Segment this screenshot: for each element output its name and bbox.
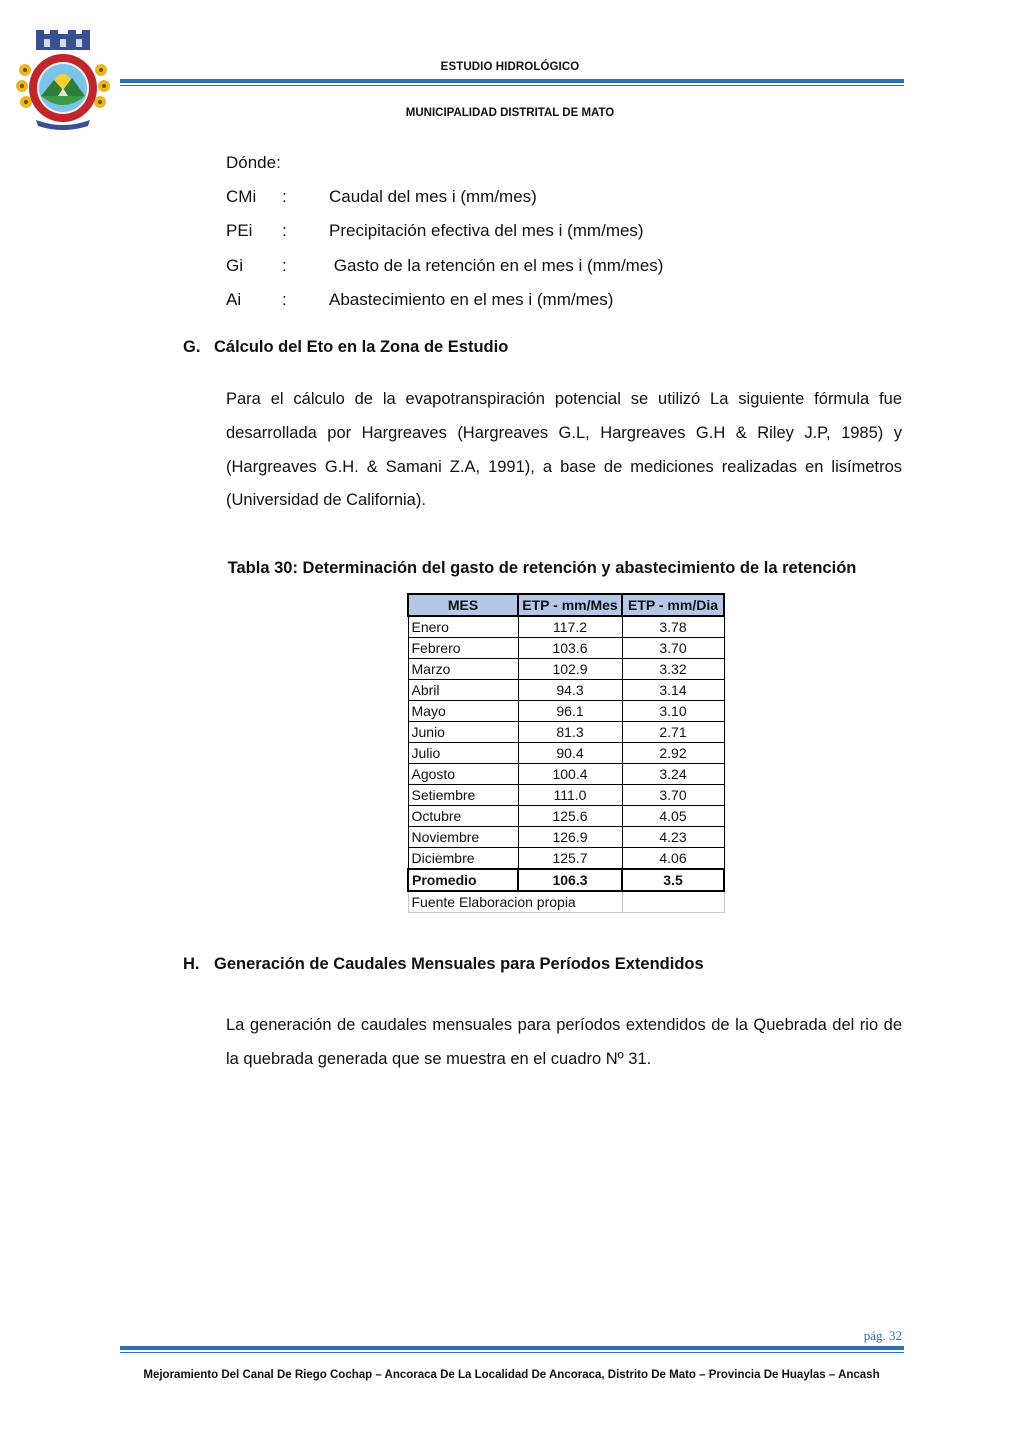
header-rule-thin: [120, 85, 904, 86]
table-row: [408, 701, 724, 722]
footer-rule: [120, 1346, 904, 1350]
table-cell-mes: Julio: [408, 743, 518, 764]
section-h-letter: H.: [183, 955, 200, 973]
definition-row: [226, 249, 664, 283]
definition-row: [226, 180, 537, 214]
table-row: [408, 806, 724, 827]
municipal-coat-of-arms-icon: [14, 30, 112, 130]
table-average-etp-dia: 3.5: [622, 869, 724, 891]
table-cell-mes: Octubre: [408, 806, 518, 827]
table-header-etp-mes: ETP - mm/Mes: [518, 594, 622, 616]
section-g-letter: G.: [183, 338, 201, 356]
definition-description: Caudal del mes i (mm/mes): [329, 187, 537, 207]
table-cell-etp-mes: 103.6: [518, 638, 622, 659]
table-cell-etp-dia: 3.32: [622, 659, 724, 680]
table-source: Fuente Elaboracion propia: [408, 891, 622, 913]
definition-colon: :: [282, 289, 287, 309]
definition-symbol: PEi: [226, 221, 253, 241]
footer-rule-thin: [120, 1352, 904, 1353]
table-row: [408, 785, 724, 806]
definition-row: [226, 283, 614, 317]
section-h-paragraph: La generación de caudales mensuales para períodos extendidos de la Quebrada del rio de la quebrada generada que se muestra en el cuadro Nº 31.: [226, 1016, 902, 1068]
table-row: [408, 680, 724, 701]
table-cell-mes: Marzo: [408, 659, 518, 680]
table-cell-etp-dia: 3.14: [622, 680, 724, 701]
table-cell-etp-mes: 81.3: [518, 722, 622, 743]
section-g-heading: [183, 338, 508, 357]
table-cell-etp-mes: 100.4: [518, 764, 622, 785]
section-g-paragraph: Para el cálculo de la evapotranspiración potencial se utilizó La siguiente fórmula fue desarrollada por Hargreaves (Hargreaves G.L, Hargreaves G.H & Riley J.P, 1985) y (Hargreaves G.H. & Samani Z.A, 1991), a base de mediciones realizadas en lisímetros (Universidad de California).: [226, 390, 902, 510]
table-cell-etp-dia: 3.70: [622, 638, 724, 659]
page-number: pág. 32: [863, 1328, 902, 1343]
table-cell-mes: Noviembre: [408, 827, 518, 848]
header-rule: [120, 79, 904, 83]
table-cell-mes: Diciembre: [408, 848, 518, 870]
table-row: [408, 638, 724, 659]
table-row: [408, 743, 724, 764]
table-cell-etp-mes: 125.6: [518, 806, 622, 827]
table-cell-mes: Enero: [408, 616, 518, 638]
table-average-row: [408, 869, 724, 891]
table-cell-mes: Junio: [408, 722, 518, 743]
table-cell-etp-dia: 4.06: [622, 848, 724, 870]
definition-description: Gasto de la retención en el mes i (mm/mes): [329, 255, 664, 275]
definition-symbol: Gi: [226, 255, 243, 275]
table-cell-etp-mes: 94.3: [518, 680, 622, 701]
table-cell-etp-dia: 3.10: [622, 701, 724, 722]
definition-description: Abastecimiento en el mes i (mm/mes): [329, 289, 614, 309]
section-g-title: Cálculo del Eto en la Zona de Estudio: [214, 338, 509, 356]
table-row: [408, 616, 724, 638]
table-source-empty-cell: [622, 891, 724, 913]
definition-symbol: CMi: [226, 187, 257, 207]
table-cell-etp-mes: 111.0: [518, 785, 622, 806]
table-cell-etp-dia: 2.71: [622, 722, 724, 743]
table-cell-mes: Febrero: [408, 638, 518, 659]
table-cell-mes: Agosto: [408, 764, 518, 785]
table-row: [408, 827, 724, 848]
table-cell-etp-mes: 125.7: [518, 848, 622, 870]
table-header-mes: MES: [408, 594, 518, 616]
table-cell-etp-mes: 117.2: [518, 616, 622, 638]
section-h-title: Generación de Caudales Mensuales para Períodos Extendidos: [214, 955, 704, 973]
footer-project-title: Mejoramiento Del Canal De Riego Cochap – Ancoraca De La Localidad De Ancoraca, Distrito De Mato – Provincia De Huaylas – Ancash: [143, 1369, 880, 1381]
header-title: ESTUDIO HIDROLÓGICO: [440, 61, 580, 73]
definitions-intro-text: Dónde:: [226, 153, 281, 172]
definitions-block: [226, 146, 664, 317]
table-cell-etp-dia: 4.05: [622, 806, 724, 827]
table-average-label: Promedio: [408, 869, 518, 891]
table-cell-etp-mes: 90.4: [518, 743, 622, 764]
definition-row: [226, 214, 644, 248]
table-source-row: [408, 891, 724, 913]
definitions-intro: [226, 146, 281, 180]
definition-colon: :: [282, 187, 287, 207]
definition-symbol: Ai: [226, 289, 242, 309]
table-average-etp-mes: 106.3: [518, 869, 622, 891]
section-h-heading: [183, 955, 704, 974]
table-cell-etp-mes: 102.9: [518, 659, 622, 680]
table-cell-mes: Setiembre: [408, 785, 518, 806]
table-row: [408, 764, 724, 785]
table-cell-mes: Mayo: [408, 701, 518, 722]
table-cell-etp-dia: 3.70: [622, 785, 724, 806]
table-header-etp-dia: ETP - mm/Dia: [622, 594, 724, 616]
table-cell-etp-mes: 96.1: [518, 701, 622, 722]
table-cell-etp-dia: 3.78: [622, 616, 724, 638]
table-row: [408, 848, 724, 870]
table-cell-etp-dia: 3.24: [622, 764, 724, 785]
etp-table: [407, 593, 725, 913]
definition-colon: :: [282, 255, 287, 275]
table-header-row: [408, 594, 724, 616]
definition-colon: :: [282, 221, 287, 241]
table-row: [408, 659, 724, 680]
header-subtitle: MUNICIPALIDAD DISTRITAL DE MATO: [405, 107, 615, 119]
definition-description: Precipitación efectiva del mes i (mm/mes): [329, 221, 644, 241]
table-cell-etp-mes: 126.9: [518, 827, 622, 848]
table-cell-etp-dia: 2.92: [622, 743, 724, 764]
table-cell-mes: Abril: [408, 680, 518, 701]
table-cell-etp-dia: 4.23: [622, 827, 724, 848]
table-caption: Tabla 30: Determinación del gasto de retención y abastecimiento de la retención: [227, 559, 857, 577]
table-row: [408, 722, 724, 743]
